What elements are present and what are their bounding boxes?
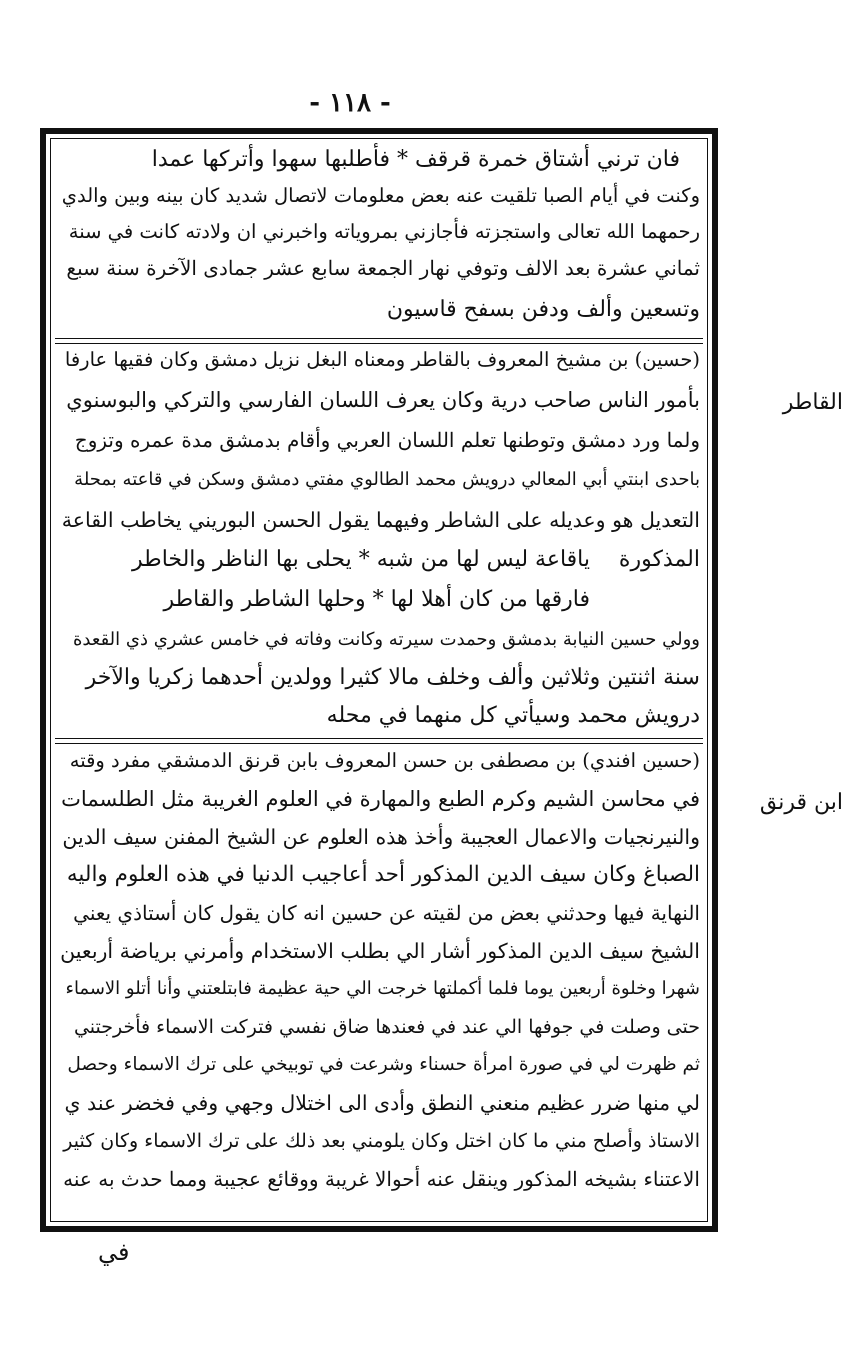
text-line: والنيرنجيات والاعمال العجيبة وأخذ هذه العلوم عن الشيخ المفنن سيف الدين xyxy=(62,825,700,849)
text-line: التعديل هو وعديله على الشاطر وفيهما يقول الحسن البوريني يخاطب القاعة xyxy=(61,508,700,532)
entry-husayn-ibn-qarnaq xyxy=(60,746,700,1216)
text-line: شهرا وخلوة أربعين يوما فلما أكملتها خرجت الي حية عظيمة فابتلعتني وأنا أتلو الاسماء xyxy=(65,978,700,999)
entry-heading-line: (حسين افندي) بن مصطفى بن حسن المعروف بابن قرنق الدمشقي مفرد وقته xyxy=(69,749,700,772)
text-line: رحمهما الله تعالى واستجزته فأجازني بمروياته واخبرني ان ولادته كانت في سنة xyxy=(68,220,700,243)
text-line: لي منها ضرر عظيم منعني النطق وأدى الى اختلال وجهي وفي فخضر عند ي xyxy=(64,1091,700,1115)
text-line: وولي حسين النيابة بدمشق وحمدت سيرته وكانت وفاته في خامس عشري ذي القعدة xyxy=(73,629,700,650)
text-line: ثماني عشرة بعد الالف وتوفي نهار الجمعة سابع عشر جمادى الآخرة سنة سبع xyxy=(66,256,700,280)
entry-continuation xyxy=(60,145,700,345)
poem-line: ياقاعة ليس لها من شبه * يحلى بها الناظر والخاطر xyxy=(132,547,590,572)
text-line: الاستاذ وأصلح مني ما كان اختل وكان يلومني بعد ذلك على ترك الاسماء وكان كثير xyxy=(63,1130,700,1152)
text-line: النهاية فيها وحدثني بعض من لقيته عن حسين انه كان يقول كان أستاذي يعني xyxy=(73,901,700,925)
entry-heading-line: (حسين) بن مشيخ المعروف بالقاطر ومعناه البغل نزيل دمشق وكان فقيها عارفا xyxy=(64,348,700,371)
poem-line: فارقها من كان أهلا لها * وحلها الشاطر والقاطر xyxy=(163,587,590,612)
page-number: - ١١٨ - xyxy=(309,88,391,118)
text-line: درويش محمد وسيأتي كل منهما في محله xyxy=(326,703,700,728)
section-divider xyxy=(55,338,703,344)
text-line: في محاسن الشيم وكرم الطبع والمهارة في العلوم الغريبة مثل الطلسمات xyxy=(61,787,700,811)
margin-note-ibn-qarnaq: ابن قرنق xyxy=(759,790,843,815)
text-line: وتسعين وألف ودفن بسفح قاسيون xyxy=(386,297,700,322)
margin-note-alqatir: القاطر xyxy=(782,390,843,415)
text-line: ولما ورد دمشق وتوطنها تعلم اللسان العربي وأقام بدمشق مدة عمره وتزوج xyxy=(74,428,700,452)
text-line: الصباغ وكان سيف الدين المذكور أحد أعاجيب الدنيا في هذه العلوم واليه xyxy=(66,862,700,887)
text-line: ثم ظهرت لي في صورة امرأة حسناء وشرعت في توبيخي على ترك الاسماء وحصل xyxy=(67,1054,700,1075)
poem-line-prefix: المذكورة xyxy=(618,547,700,572)
text-line: وكنت في أيام الصبا تلقيت عنه بعض معلومات لاتصال شديد كان بينه وبين والدي xyxy=(61,184,700,207)
text-line: الشيخ سيف الدين المذكور أشار الي بطلب الاستخدام وأمرني برياضة أربعين xyxy=(60,939,700,963)
section-divider xyxy=(55,738,703,744)
text-line: الاعتناء بشيخه المذكور وينقل عنه أحوالا غريبة ووقائع عجيبة ومما حدث به عنه xyxy=(63,1167,700,1191)
text-line: باحدى ابنتي أبي المعالي درويش محمد الطالوي مفتي دمشق وسكن في قاعته بمحلة xyxy=(74,469,700,490)
text-line: بأمور الناس صاحب درية وكان يعرف اللسان الفارسي والتركي والبوسنوي xyxy=(66,388,700,412)
text-line: سنة اثنتين وثلاثين وألف وخلف مالا كثيرا وولدين أحدهما زكريا والآخر xyxy=(85,665,700,690)
entry-husayn-alqatir xyxy=(60,345,700,735)
catchword: في xyxy=(98,1238,130,1266)
verse-line: فان ترني أشتاق خمرة قرقف * فأطلبها سهوا وأتركها عمدا xyxy=(151,147,680,172)
text-line: حتى وصلت في جوفها الي عند في فعندها ضاق نفسي فتركت الاسماء فأخرجتني xyxy=(73,1016,700,1038)
